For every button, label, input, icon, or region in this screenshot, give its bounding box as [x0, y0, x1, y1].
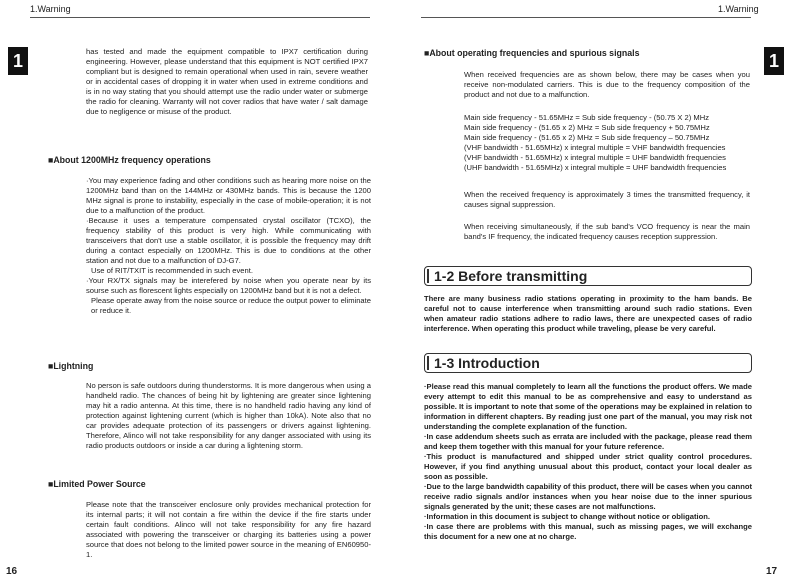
- list-item: ·Due to the large bandwidth capability of this product, there will be cases when you cannot receive radio signals and/or instances when you hear noise due to the inner spurious signals generated by the unit; these cases are not malfunctions.: [424, 482, 752, 511]
- lightning-paragraph: No person is safe outdoors during thunderstorms. It is more dangerous when using a handheld radio. The chances of being hit by lightening are greater since lightening may hit a radio antenna. At this time, there is no handheld radio having any kind of protection against lightening current (which is higher than 10kA). Note also that no car provides adequate protection of its passengers or drivers against lightening. Therefore, Alinco will not take responsibility for any danger associated with using its radio products outdoors or inside a car during a lightening storm.: [86, 381, 371, 450]
- frequency-line: Main side frequency - 51.65MHz = Sub side frequency - (50.75 X 2) MHz: [464, 113, 710, 122]
- spurious-intro: When received frequencies are as shown below, there may be cases when you receive non-modulated carriers. This is due to the frequency composition of the product and not due to a malfunction.: [464, 70, 750, 99]
- section-title-introduction: [424, 353, 752, 373]
- right-chapter-tab: 1: [764, 47, 784, 75]
- list-item: ·Your RX/TX signals may be interefered by noise when you operate near by its sourse such as florescent lights especially on 1200MHz band but it is not a defect.: [86, 276, 371, 295]
- list-item: ·In case addendum sheets such as errata are included with the package, please read them and keep them together with this manual for your future reference.: [424, 432, 752, 451]
- spurious-paragraph-2: When the received frequency is approximately 3 times the transmitted frequency, it causes signal suppression.: [464, 190, 750, 209]
- before-transmitting-paragraph: There are many business radio stations operating in proximity to the ham bands. Be careful not to cause interference when transmitting around such radio stations. Even when amateur radio stations adhere to radio laws, there are unexpected cases of radio interference. When operating this product while traveling, please be very careful.: [424, 294, 752, 333]
- frequency-line: (UHF bandwidth - 51.65MHz) x integral multiple = UHF bandwidth frequencies: [464, 163, 727, 172]
- title-accent-bar: [427, 356, 429, 370]
- spurious-paragraph-3: When receiving simultaneously, if the sub band's VCO frequency is near the main band's IF frequency, the indicated frequency causes reception suppression.: [464, 222, 750, 241]
- frequency-line: Main side frequency - (51.65 x 2) MHz = Sub side frequency – 50.75MHz: [464, 133, 710, 142]
- list-item: Please operate away from the noise source or reduce the output power to eliminate or reduce it.: [91, 296, 371, 315]
- ipx7-paragraph: has tested and made the equipment compatible to IPX7 certification during engineering. However, please understand that this equipment is NOT certified IPX7 compliant but is designed to remain operational when used in rain, severe weather or in accidental cases of dropping it in water when used in extreme conditions and is in no way stating that you should attempt use the radio under water or submerge the radio for cleaning. Warranty will not cover radios that have water / salt damage due to negligence or misuse of the product.: [86, 47, 368, 116]
- heading-lightning: ■Lightning: [48, 361, 94, 371]
- limited-power-paragraph: Please note that the transceiver enclosure only provides mechanical protection for its internal parts; it will not contain a fire within the device if the fire starts under certain fault conditions. Alinco will not take responsibility for any fire hazard associated with powering the transceiver or charging its batteries using a power source that does not belong to the limited power source in the meaning of EN60950-1.: [86, 500, 371, 559]
- list-item: Use of RIT/TXIT is recommended in such event.: [91, 266, 253, 275]
- right-page-number: 17: [766, 566, 778, 577]
- frequency-line: (VHF bandwidth - 51.65MHz) x integral multiple = UHF bandwidth frequencies: [464, 153, 726, 162]
- right-header-rule: [421, 17, 751, 18]
- left-page-header: 1.Warning: [30, 4, 71, 14]
- left-header-rule: [30, 17, 370, 18]
- left-page-number: 16: [6, 566, 18, 577]
- right-page-header: 1.Warning: [718, 4, 759, 14]
- heading-1200mhz: ■About 1200MHz frequency operations: [48, 155, 211, 165]
- heading-spurious: ■About operating frequencies and spurious signals: [424, 48, 640, 58]
- frequency-line: (VHF bandwidth - 51.65MHz) x integral multiple = VHF bandwidth frequencies: [464, 143, 726, 152]
- introduction-list: [424, 382, 752, 542]
- section-title-text: 1-2 Before transmitting: [434, 268, 588, 284]
- list-item: ·Please read this manual completely to learn all the functions the product offers. We made every attempt to edit this manual to be as comprehensive and easy to understand as possible. It is important to note that some of the operations may be explained in relation to information in different chapters. By reading just one part of the manual, you may risk not understanding the complete explanation of the function.: [424, 382, 752, 431]
- frequency-list: [464, 113, 754, 173]
- section-1200mhz-body: [86, 176, 371, 316]
- title-accent-bar: [427, 269, 429, 283]
- section-title-text: 1-3 Introduction: [434, 355, 540, 371]
- list-item: ·In case there are problems with this manual, such as missing pages, we will exchange this document for a new one at no charge.: [424, 522, 752, 541]
- list-item: ·Information in this document is subject to change without notice or obligation.: [424, 512, 711, 521]
- section-title-before-transmitting: [424, 266, 752, 286]
- list-item: ·You may experience fading and other conditions such as hearing more noise on the 1200MHz band than on the 144MHz or 430MHz bands. This is because the 1200 MHz signal is prone to instability, especially in the case of mobile-operation; it is not due to a malfunction of the product.: [86, 176, 371, 215]
- heading-limited-power: ■Limited Power Source: [48, 479, 146, 489]
- list-item: ·This product is manufactured and shipped under strict quality control procedures. However, if you find anything unusual about this product, contact your local dealer as soon as possible.: [424, 452, 752, 481]
- frequency-line: Main side frequency - (51.65 x 2) MHz = Sub side frequency + 50.75MHz: [464, 123, 710, 132]
- list-item: ·Because it uses a temperature compensated crystal oscillator (TCXO), the frequency stability of this product is very high. While communicating with transceivers that don't use a stable oscillator, it is possible the frequency may drift during a contact especially on 1200MHz. This is due to conditions at the other station and not due to a malfunction of DJ-G7.: [86, 216, 371, 265]
- left-chapter-tab: 1: [8, 47, 28, 75]
